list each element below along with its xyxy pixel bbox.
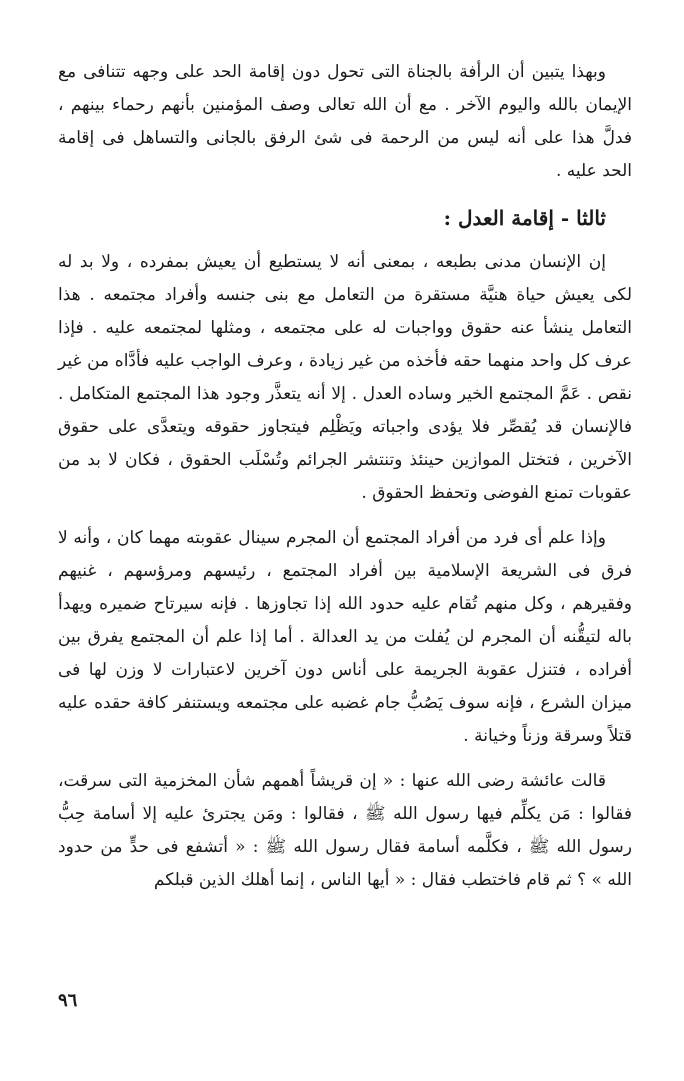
- page-body: [58, 56, 632, 909]
- paragraph-equality-punishment: وإذا علم أى فرد من أفراد المجتمع أن المجرم سينال عقوبته مهما كان ، وأنه لا فرق فى الشريعة الإسلامية بين أفراد المجتمع ، رئيسهم ومرؤسهم ، غنيهم وفقيرهم ، وكل منهم تُقام عليه حدود الله إذا تجاوزها . فإنه سيرتاح ضميره ويهدأ باله لتيقُّنه أن المجرم لن يُفلت من يد العدالة . أما إذا علم أن المجتمع يفرق بين أفراده ، فتنزل عقوبة الجريمة على أناس دون آخرين لاعتبارات لا وزن لها فى ميزان الشرع ، فإنه سوف يَصُبُّ جام غضبه على مجتمعه ويستنفر كافة حقده عليه قتلاً وسرقة وزناً وخيانة .: [58, 528, 632, 746]
- paragraph-mercy-conclusion: وبهذا يتبين أن الرأفة بالجناة التى تحول دون إقامة الحد على وجهه تتنافى مع الإيمان بالله واليوم الآخر . مع أن الله تعالى وصف المؤمنين بأنهم رحماء بينهم ، فدلَّ هذا على أنه ليس من الرحمة فى شئ الرفق بالجانى والتساهل فى إقامة الحد عليه .: [58, 62, 632, 181]
- paragraph-social-nature: إن الإنسان مدنى بطبعه ، بمعنى أنه لا يستطيع أن يعيش بمفرده ، ولا بد له لكى يعيش حياة هنيَّة مستقرة من التعامل مع بنى جنسه وأفراد مجتمعه . هذا التعامل ينشأ عنه حقوق وواجبات له على مجتمعه ، ومثلها لمجتمعه عليه . فإذا عرف كل واحد منهما حقه فأخذه من غير زيادة ، وعرف الواجب عليه فأدَّاه من غير نقص . عَمَّ المجتمع الخير وساده العدل . إلا أنه يتعذَّر وجود هذا المجتمع المتكامل . فالإنسان قد يُقصِّر فلا يؤدى واجباته ويَظْلِم فيتجاوز حقوقه ويتعدَّى على حقوق الآخرين ، فتختل الموازين حينئذ وتنتشر الجرائم وتُسْلَب الحقوق ، فكان لا بد من عقوبات تمنع الفوضى وتحفظ الحقوق .: [58, 252, 632, 503]
- page-number: ٩٦: [58, 990, 78, 1011]
- section-heading-justice: ثالثا - إقامة العدل :: [443, 206, 606, 230]
- paragraph-aisha-hadith: قالت عائشة رضى الله عنها : « إن قريشاً أهمهم شأن المخزمية التى سرقت، فقالوا : مَن يكلِّم فيها رسول الله ﷺ ، فقالوا : ومَن يجترئ عليه إلا أسامة حِبُّ رسول الله ﷺ ، فكلَّمه أسامة فقال رسول الله ﷺ : « أتشفع فى حدٍّ من حدود الله » ؟ ثم قام فاختطب فقال : « أيها الناس ، إنما أهلك الذين قبلكم: [58, 771, 632, 890]
